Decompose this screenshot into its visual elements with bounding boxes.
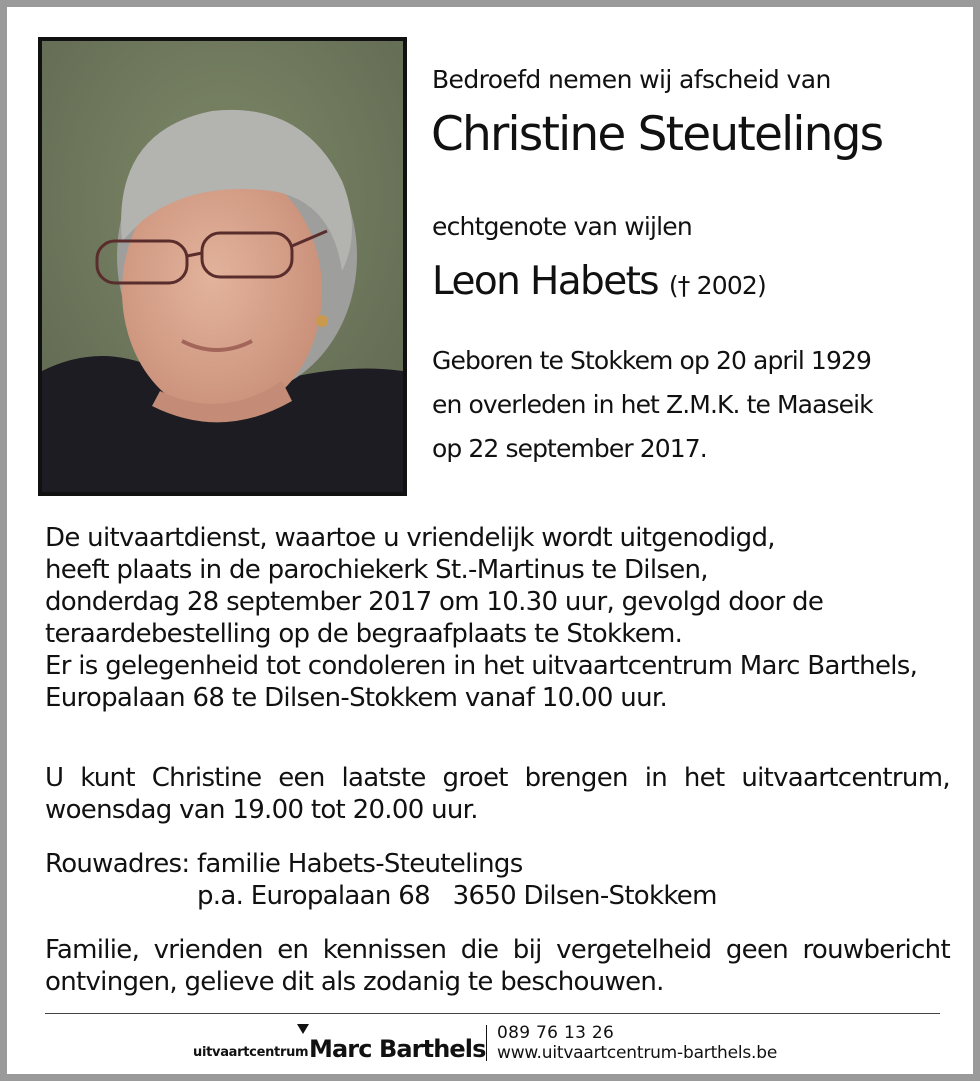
brand-name: Marc Barthels <box>309 1035 486 1063</box>
triangle-marker-icon <box>297 1024 309 1034</box>
bio-block <box>432 343 873 475</box>
spouse-relation: echtgenote van wijlen <box>432 212 692 241</box>
website-link[interactable]: www.uitvaartcentrum-barthels.be <box>497 1043 778 1063</box>
funeral-home-footer <box>7 1021 980 1066</box>
notice-paragraph <box>45 934 950 998</box>
greeting-word: het <box>683 763 725 793</box>
service-paragraph <box>45 522 917 714</box>
bio-line: en overleden in het Z.M.K. te Maaseik <box>432 390 873 419</box>
greeting-line-2: woensdag van 19.00 tot 20.00 uur. <box>45 795 478 825</box>
greeting-word: kunt <box>80 763 135 793</box>
greeting-paragraph <box>45 762 950 826</box>
phone-number: 089 76 13 26 <box>497 1023 615 1043</box>
notice-word: vrienden <box>153 935 263 965</box>
footer-divider <box>45 1013 940 1014</box>
brand-prefix: uitvaartcentrum <box>193 1045 309 1060</box>
greeting-word: brengen <box>524 763 628 793</box>
service-line: heeft plaats in de parochiekerk St.-Martinus te Dilsen, <box>45 555 708 585</box>
service-line: De uitvaartdienst, waartoe u vriendelijk wordt uitgenodigd, <box>45 523 775 553</box>
greeting-word: in <box>644 763 667 793</box>
address-paragraph <box>45 848 717 912</box>
notice-word: vergetelheid <box>556 935 712 965</box>
address-line-2: p.a. Europalaan 68 3650 Dilsen-Stokkem <box>197 881 717 911</box>
greeting-word: U <box>45 763 64 793</box>
spouse-line <box>432 259 766 304</box>
notice-word: kennissen <box>322 935 447 965</box>
notice-word: die <box>460 935 499 965</box>
greeting-line-1 <box>45 762 950 794</box>
greeting-word: Christine <box>151 763 262 793</box>
service-line: teraardebestelling op de begraafplaats te Stokkem. <box>45 619 683 649</box>
spouse-name: Leon Habets <box>432 259 658 304</box>
notice-word: en <box>277 935 309 965</box>
notice-line-2: ontvingen, gelieve dit als zodanig te beschouwen. <box>45 967 664 997</box>
intro-text: Bedroefd nemen wij afscheid van <box>432 65 831 94</box>
service-line: Europalaan 68 te Dilsen-Stokkem vanaf 10.00 uur. <box>45 683 668 713</box>
greeting-word: een <box>278 763 325 793</box>
service-line: donderdag 28 september 2017 om 10.30 uur, gevolgd door de <box>45 587 824 617</box>
notice-word: bij <box>512 935 542 965</box>
greeting-word: laatste <box>341 763 426 793</box>
notice-word: geen <box>725 935 789 965</box>
notice-word: rouwbericht <box>802 935 950 965</box>
footer-separator <box>486 1025 487 1061</box>
bio-line: Geboren te Stokkem op 20 april 1929 <box>432 346 871 375</box>
portrait-photo-icon <box>42 41 403 492</box>
notice-word: Familie, <box>45 935 140 965</box>
notice-line-1 <box>45 934 950 966</box>
address-line-1: Rouwadres: familie Habets-Steutelings <box>45 849 523 879</box>
deceased-name: Christine Steutelings <box>431 107 883 162</box>
service-line: Er is gelegenheid tot condoleren in het uitvaartcentrum Marc Barthels, <box>45 651 918 681</box>
greeting-word: groet <box>442 763 508 793</box>
greeting-word: uitvaartcentrum, <box>741 763 950 793</box>
portrait-photo <box>38 37 407 496</box>
bio-line: op 22 september 2017. <box>432 434 707 463</box>
spouse-death-year: († 2002) <box>668 271 766 300</box>
